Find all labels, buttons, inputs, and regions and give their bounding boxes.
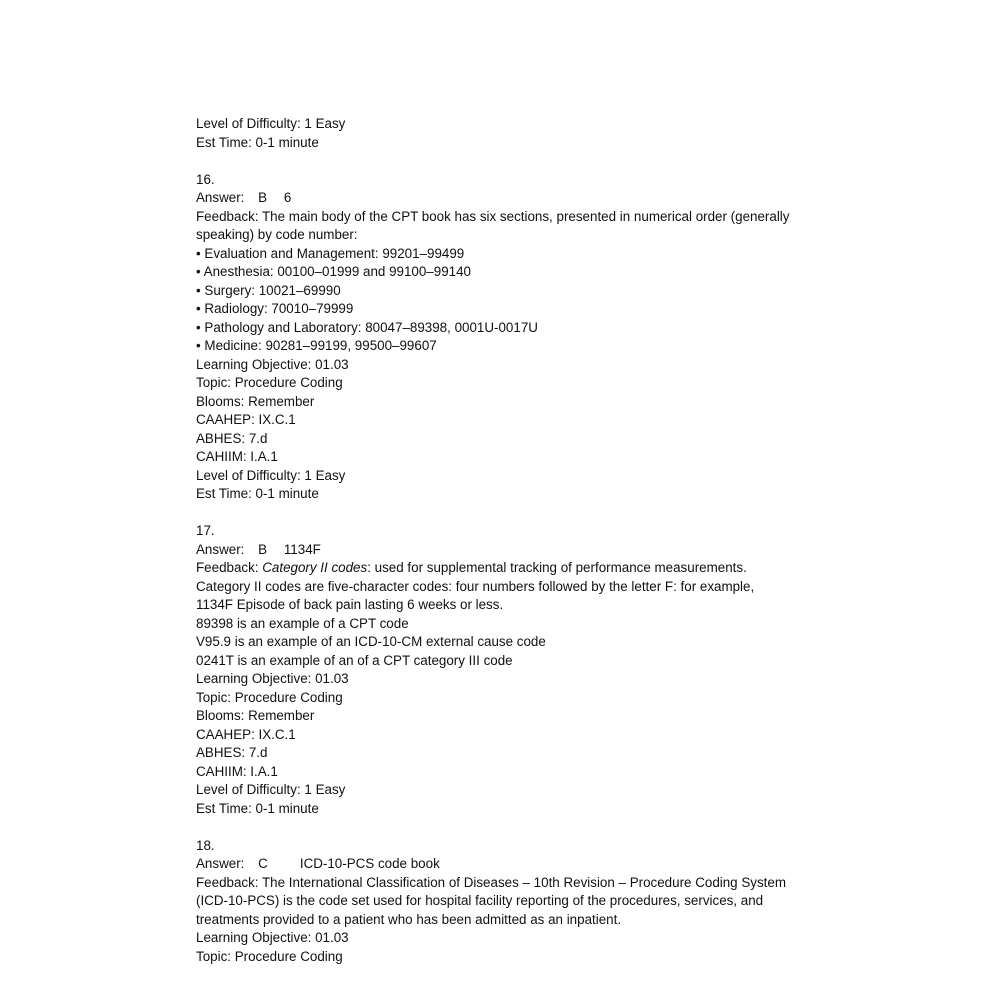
question-18 [196,837,816,967]
feedback-line: Category II codes are five-character codes: four numbers followed by the letter F: for example, [196,578,755,594]
cahiim: CAHIIM: I.A.1 [196,449,278,464]
document-page [196,115,816,966]
feedback-line: (ICD-10-PCS) is the code set used for hospital facility reporting of the procedures, services, and [196,893,764,908]
answer-line [196,189,816,208]
answer-label: Answer: [196,541,245,557]
learning-objective: Learning Objective: 01.03 [196,671,349,686]
topic: Topic: Procedure Coding [196,375,343,390]
bullet-item: • Anesthesia: 00100–01999 and 99100–99140 [196,264,471,279]
answer-label: Answer: [196,190,245,205]
question-16 [196,171,816,504]
answer-label: Answer: [196,856,245,871]
answer-value: 6 [283,190,292,205]
answer-letter: B [258,190,268,205]
feedback-line: speaking) by code number: [196,227,358,242]
learning-objective: Learning Objective: 01.03 [196,930,349,945]
question-number: 17. [196,523,215,538]
answer-line [196,855,816,874]
feedback-label: Feedback: [196,560,263,575]
answer-line [196,541,816,560]
feedback-text: : used for supplemental tracking of performance measurements. [367,560,747,575]
answer-letter: B [258,541,268,557]
topic: Topic: Procedure Coding [196,948,343,964]
abhes: ABHES: 7.d [196,745,268,760]
bullet-item: • Pathology and Laboratory: 80047–89398, 0001U-0017U [196,319,538,335]
blooms: Blooms: Remember [196,708,315,723]
answer-value: 1134F [283,541,321,557]
cahiim: CAHIIM: I.A.1 [196,763,278,779]
caahep: CAAHEP: IX.C.1 [196,726,296,742]
spacer [196,504,816,523]
feedback-line: Feedback: The main body of the CPT book has six sections, presented in numerical order (generally [196,208,790,224]
est-time: Est Time: 0-1 minute [196,486,319,501]
caahep: CAAHEP: IX.C.1 [196,412,296,427]
question-number: 18. [196,837,215,853]
feedback-line: 89398 is an example of a CPT code [196,615,409,631]
est-time: Est Time: 0-1 minute [196,800,319,816]
feedback-line: treatments provided to a patient who has been admitted as an inpatient. [196,911,622,927]
bullet-item: • Surgery: 10021–69990 [196,282,341,298]
spacer [196,152,816,171]
abhes: ABHES: 7.d [196,430,268,446]
answer-letter: C [258,856,268,871]
prev-est-time: Est Time: 0-1 minute [196,134,319,150]
question-17 [196,522,816,818]
blooms: Blooms: Remember [196,393,315,409]
difficulty: Level of Difficulty: 1 Easy [196,782,346,797]
difficulty: Level of Difficulty: 1 Easy [196,467,346,483]
learning-objective: Learning Objective: 01.03 [196,356,349,372]
bullet-item: • Medicine: 90281–99199, 99500–99607 [196,338,437,353]
bullet-item: • Radiology: 70010–79999 [196,301,354,316]
answer-value: ICD-10-PCS code book [299,856,440,871]
feedback-term: Category II codes [262,560,368,575]
feedback-line: V95.9 is an example of an ICD-10-CM external cause code [196,634,546,649]
feedback-line [196,559,816,578]
feedback-line: 1134F Episode of back pain lasting 6 weeks or less. [196,597,504,612]
question-number: 16. [196,171,215,187]
spacer [196,818,816,837]
bullet-item: • Evaluation and Management: 99201–99499 [196,245,465,261]
feedback-line: 0241T is an example of an of a CPT category III code [196,652,513,668]
topic: Topic: Procedure Coding [196,689,343,705]
feedback-line: Feedback: The International Classification of Diseases – 10th Revision – Procedure Coding System [196,874,786,890]
prev-difficulty: Level of Difficulty: 1 Easy [196,116,346,131]
